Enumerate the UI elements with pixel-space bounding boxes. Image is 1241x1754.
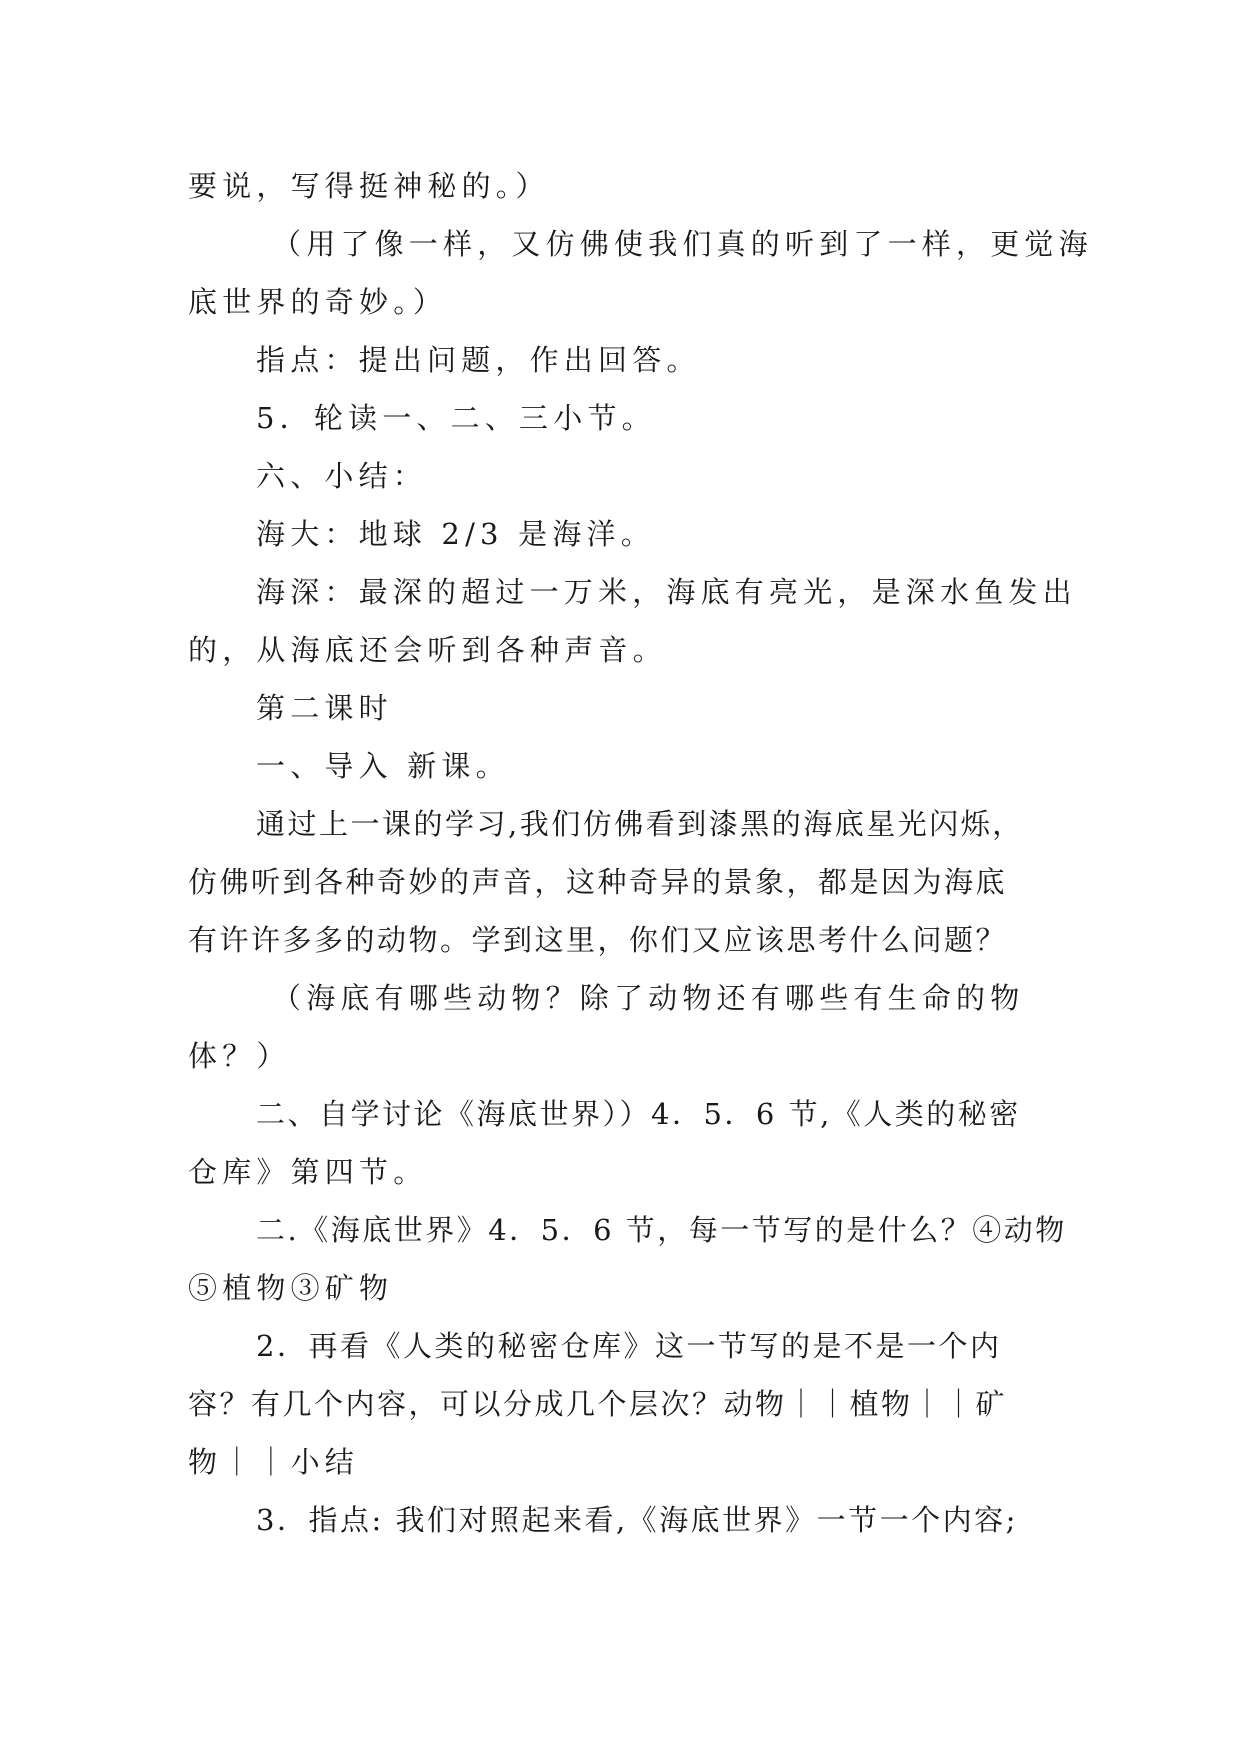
- text-line: 海深：最深的超过一万米，海底有亮光，是深水鱼发出: [256, 575, 1077, 609]
- text-line: 物｜｜小结: [188, 1445, 360, 1479]
- section-heading: 一、导入 新课。: [256, 749, 510, 783]
- text-line: 3．指点: 我们对照起来看,《海底世界》一节一个内容;: [256, 1503, 1018, 1537]
- text-line: 底世界的奇妙。）: [188, 285, 448, 319]
- text-line: 5．轮读一、二、三小节。: [256, 401, 656, 435]
- section-heading: 六、小结：: [256, 459, 428, 493]
- text-line: 仓库》第四节。: [188, 1155, 428, 1189]
- text-line: 2．再看《人类的秘密仓库》这一节写的是不是一个内: [256, 1329, 1002, 1363]
- text-line: 指点：提出问题，作出回答。: [256, 343, 701, 377]
- text-line: 体？）: [188, 1039, 291, 1073]
- text-line: 仿佛听到各种奇妙的声音，这种奇异的景象，都是因为海底: [188, 865, 1008, 899]
- text-line: 要说，写得挺神秘的。）: [188, 169, 550, 203]
- lesson-heading: 第二课时: [256, 691, 393, 725]
- text-line: ⑤植物③矿物: [188, 1271, 394, 1305]
- text-line: 二.《海底世界》4．5．6 节，每一节写的是什么？④动物: [256, 1213, 1067, 1247]
- text-line: 二、自学讨论《海底世界））4．5．6 节,《人类的秘密: [256, 1097, 1021, 1131]
- text-line: 通过上一课的学习,我们仿佛看到漆黑的海底星光闪烁，: [256, 807, 1024, 841]
- text-line: （海底有哪些动物？除了动物还有哪些有生命的物: [272, 981, 1025, 1015]
- text-line: 有许许多多的动物。学到这里，你们又应该思考什么问题？: [188, 923, 1008, 957]
- text-line: 容？有几个内容，可以分成几个层次？动物｜｜植物｜｜矿: [188, 1387, 1008, 1421]
- text-line: 的，从海底还会听到各种声音。: [188, 633, 667, 667]
- text-line: （用了像一样，又仿佛使我们真的听到了一样，更觉海: [272, 227, 1093, 261]
- text-line: 海大：地球 2/3 是海洋。: [256, 517, 655, 551]
- body-text: [188, 157, 1093, 1549]
